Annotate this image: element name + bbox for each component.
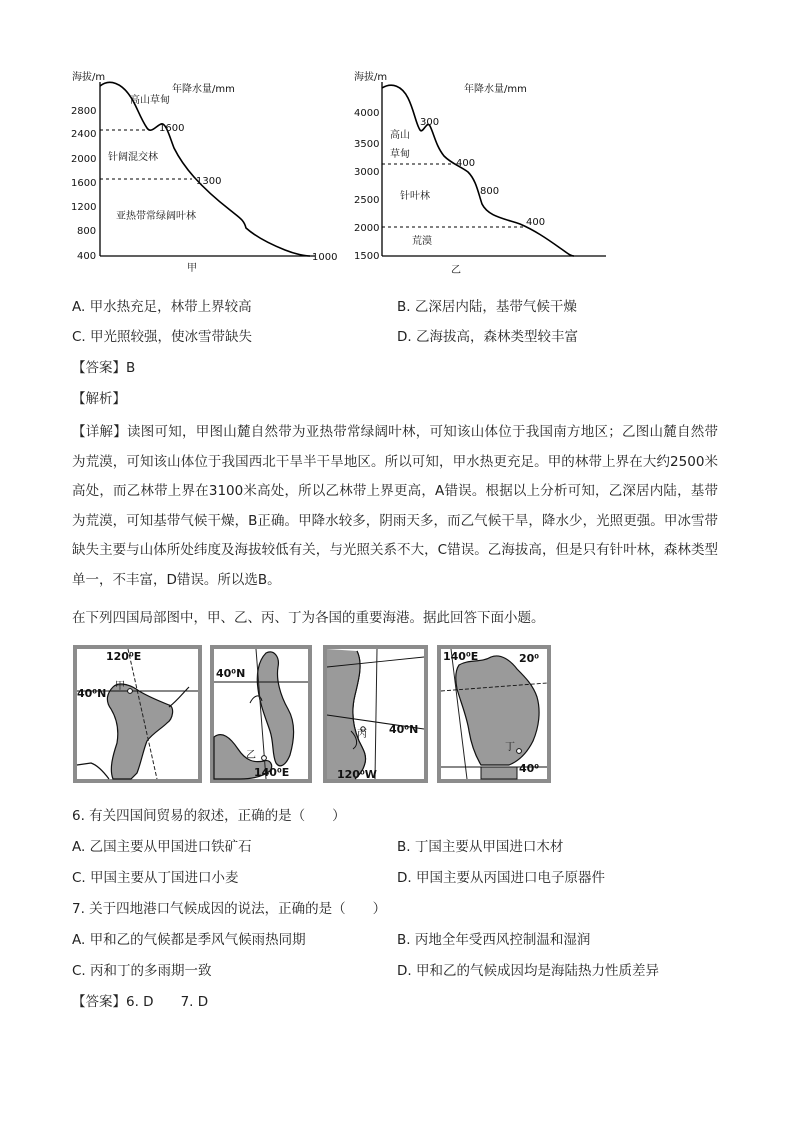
jia-zone: 高山草甸 (130, 95, 170, 106)
jia-zone: 针阔混交林 (108, 152, 158, 163)
map4-lat2: 40⁰ (519, 762, 540, 775)
map1-port: 甲 (115, 681, 125, 692)
map3-lon: 120⁰W (337, 768, 377, 781)
yi-precip-mark: 400 (456, 158, 476, 169)
map3-lat: 40⁰N (389, 723, 419, 736)
intro-text: 在下列四国局部图中，甲、乙、丙、丁为各国的重要海港。据此回答下面小题。 (72, 610, 545, 626)
map4-port: 丁 (505, 742, 515, 753)
yi-caption: 乙 (451, 265, 461, 276)
q6-option-c: C. 甲国主要从丁国进口小麦 (72, 870, 239, 886)
q7-option-a: A. 甲和乙的气候都是季风气候雨热同期 (72, 932, 306, 948)
map1-lat: 40⁰N (77, 687, 107, 700)
q6-stem: 6. 有关四国间贸易的叙述，正确的是（ ） (72, 808, 346, 824)
answer-1: 【答案】B (72, 360, 136, 376)
q7-stem: 7. 关于四地港口气候成因的说法，正确的是（ ） (72, 901, 387, 917)
q6-option-d: D. 甲国主要从丙国进口电子原器件 (397, 870, 605, 886)
yi-precip-mark: 400 (526, 217, 546, 228)
jia-tick: 2400 (71, 129, 97, 140)
yi-zone: 针叶林 (400, 191, 430, 202)
map2-port: 乙 (246, 750, 256, 761)
jia-tick: 1200 (71, 202, 97, 213)
jia-tick: 1600 (71, 178, 97, 189)
yi-y-label: 海拔/m (354, 72, 388, 83)
jia-zone: 亚热带常绿阔叶林 (116, 211, 196, 222)
jia-precip-label: 年降水量/mm (172, 84, 235, 95)
jia-caption: 甲 (187, 263, 197, 274)
yi-zone: 草甸 (390, 149, 410, 160)
q7-option-d: D. 甲和乙的气候成因均是海陆热力性质差异 (397, 963, 659, 979)
yi-zone: 高山 (390, 130, 410, 141)
q5-option-d: D. 乙海拔高，森林类型较丰富 (397, 329, 578, 345)
yi-tick: 2000 (354, 223, 380, 234)
jia-precip-mark: 1000 (312, 252, 338, 263)
map4-lat1: 20⁰ (519, 652, 540, 665)
map-4 (437, 645, 551, 783)
q6-option-b: B. 丁国主要从甲国进口木材 (397, 839, 564, 855)
yi-tick: 1500 (354, 251, 380, 262)
analysis-title: 【解析】 (72, 391, 126, 407)
yi-precip-mark: 800 (480, 186, 500, 197)
analysis-detail: 【详解】读图可知，甲图山麓自然带为亚热带常绿阔叶林，可知该山体位于我国南方地区；乙图山麓自然带为荒漠，可知该山体位于我国西北干旱半干旱地区。所以可知，甲水热更充足。甲的林带上界在大约2500米高处，而乙林带上界在3100米高处，所以乙林带上界更高，A错误。根据以上分析可知，乙深居内陆，基带为荒漠，可知基带气候干燥，B正确。甲降水较多，阴雨天多，而乙气候干旱，降水少，光照更强。甲冰雪带缺失主要与山体所处纬度及海拔较低有关，与光照关系不大，C错误。乙海拔高，但是只有针叶林，森林类型单一，不丰富，D错误。所以选B。 (72, 424, 718, 588)
jia-precip-mark: 1600 (159, 123, 185, 134)
yi-tick: 4000 (354, 108, 380, 119)
map2-lon: 140⁰E (254, 766, 290, 779)
jia-precip-mark: 1300 (196, 176, 222, 187)
map-3 (323, 645, 428, 783)
yi-zone: 荒漠 (412, 236, 432, 247)
jia-tick: 2000 (71, 154, 97, 165)
yi-tick: 3000 (354, 167, 380, 178)
map3-port: 丙 (357, 729, 367, 740)
map4-lon: 140⁰E (443, 650, 479, 663)
jia-tick: 800 (77, 226, 97, 237)
yi-precip-mark: 300 (420, 117, 440, 128)
q7-option-c: C. 丙和丁的多雨期一致 (72, 963, 212, 979)
jia-tick: 400 (77, 251, 97, 262)
jia-y-label: 海拔/m (72, 72, 106, 83)
q6-option-a: A. 乙国主要从甲国进口铁矿石 (72, 839, 252, 855)
q7-option-b: B. 丙地全年受西风控制温和湿润 (397, 932, 591, 948)
map1-lon: 120⁰E (106, 650, 142, 663)
answer-2: 【答案】6. D 7. D (72, 994, 209, 1010)
yi-precip-label: 年降水量/mm (464, 84, 527, 95)
map2-lat: 40⁰N (216, 667, 246, 680)
q5-option-b: B. 乙深居内陆，基带气候干燥 (397, 299, 577, 315)
chart-jia (70, 68, 350, 276)
map-2 (210, 645, 312, 783)
q5-option-c: C. 甲光照较强，使冰雪带缺失 (72, 329, 253, 345)
map-1 (73, 645, 202, 783)
chart-yi (352, 68, 622, 276)
yi-tick: 2500 (354, 195, 380, 206)
yi-tick: 3500 (354, 139, 380, 150)
q5-option-a: A. 甲水热充足，林带上界较高 (72, 299, 252, 315)
jia-tick: 2800 (71, 106, 97, 117)
